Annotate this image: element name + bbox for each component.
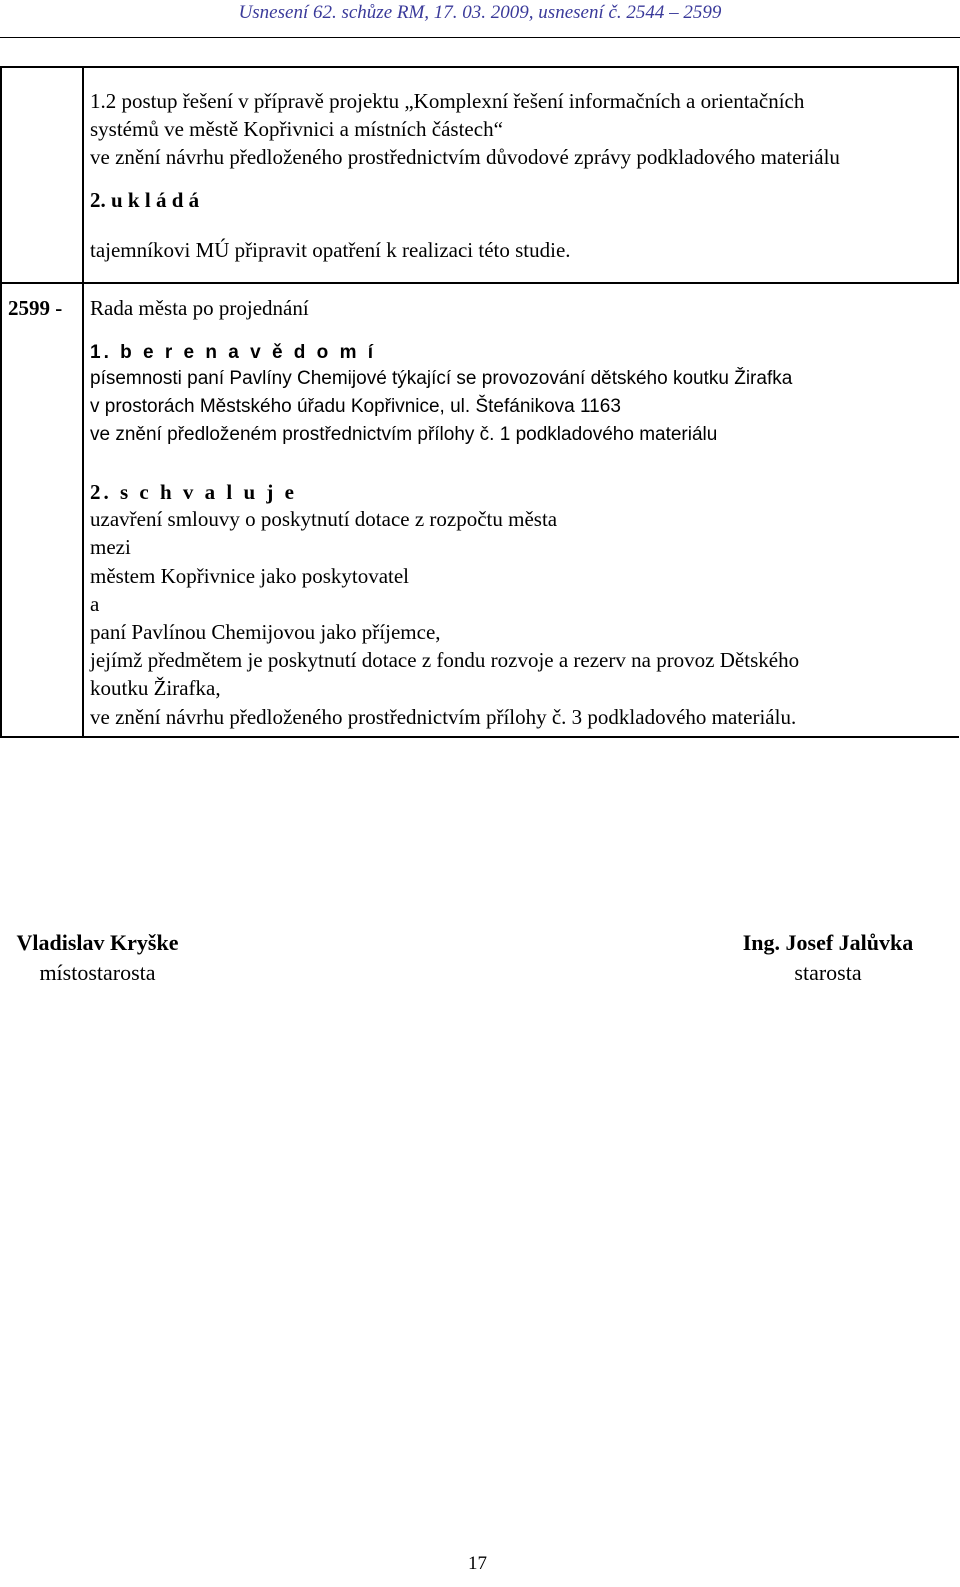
signature-right <box>728 928 928 988</box>
item2599-point1-line-1: písemnosti paní Pavlíny Chemijové týkající se provozování dětského koutku Žirafka <box>90 368 793 389</box>
header-rule <box>0 37 960 38</box>
item2599-number: 2599 - <box>8 296 63 320</box>
item2599-point1-label: 1. b e r e n a v ě d o m í <box>90 342 377 363</box>
item2598-point2-text: tajemníkovi MÚ připravit opatření k realizaci této studie. <box>90 238 571 262</box>
page-header: Usnesení 62. schůze RM, 17. 03. 2009, usnesení č. 2544 – 2599 <box>238 2 722 23</box>
item2599-point2-line-8: ve znění návrhu předloženého prostřednictvím přílohy č. 3 podkladového materiálu. <box>90 705 797 729</box>
table-bottom-border <box>0 736 959 738</box>
signature-left <box>5 928 190 988</box>
item2599-point1-line-3: ve znění předloženém prostřednictvím přílohy č. 1 podkladového materiálu <box>90 424 718 445</box>
item2599-point2-line-6: jejímž předmětem je poskytnutí dotace z fondu rozvoje a rezerv na provoz Dětského <box>90 648 800 672</box>
item2598-line-1: 1.2 postup řešení v přípravě projektu „Komplexní řešení informačních a orientačních <box>90 89 805 113</box>
item2598-line-3: ve znění návrhu předloženého prostřednictvím důvodové zprávy podkladového materiálu <box>90 145 840 169</box>
item2598-point2-label: 2. u k l á d á <box>90 188 200 212</box>
signature-right-title: starosta <box>794 960 862 985</box>
page-number: 17 <box>468 1553 487 1574</box>
item2599-point2-line-4: a <box>90 592 100 616</box>
item2598-line-2: systémů ve městě Kopřivnici a místních částech“ <box>90 117 503 141</box>
item2599-intro: Rada města po projednání <box>90 296 309 320</box>
item2599-point2-label: 2. s c h v a l u j e <box>90 480 297 504</box>
item2599-point2-line-1: uzavření smlouvy o poskytnutí dotace z rozpočtu města <box>90 507 558 531</box>
table-right-border <box>957 66 959 282</box>
table-top-border <box>0 66 959 68</box>
item2599-point2-line-5: paní Pavlínou Chemijovou jako příjemce, <box>90 620 441 644</box>
item2599-point1-line-2: v prostorách Městského úřadu Kopřivnice, ul. Štefánikova 1163 <box>90 396 621 417</box>
signature-right-name: Ing. Josef Jalůvka <box>742 930 914 955</box>
table-column-divider <box>82 66 84 737</box>
signature-left-title: místostarosta <box>39 960 156 985</box>
item2599-point2-line-2: mezi <box>90 535 131 559</box>
signature-left-name: Vladislav Kryške <box>16 930 179 955</box>
item2599-point2-line-3: městem Kopřivnice jako poskytovatel <box>90 564 410 588</box>
item2599-point2-line-7: koutku Žirafka, <box>90 676 221 700</box>
table-row-divider <box>0 282 959 284</box>
table-left-border <box>0 66 2 737</box>
